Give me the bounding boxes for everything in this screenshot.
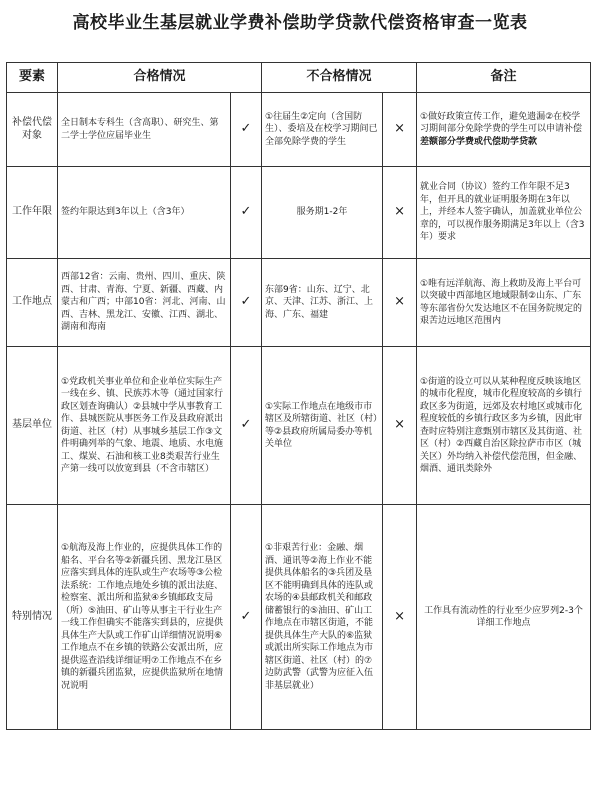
remarks-emphasis: 差额部分学费或代偿助学贷款 [420, 136, 538, 147]
check-mark: ✓ [231, 93, 262, 167]
table-row [7, 347, 591, 505]
row-element: 特别情况 [7, 505, 58, 730]
cross-mark: × [383, 259, 417, 347]
row-remarks [417, 93, 591, 167]
row-qualified: 西部12省：云南、贵州、四川、重庆、陕西、甘肃、青海、宁夏、新疆、西藏、内蒙古和广西；中部10省：河北、河南、山西、吉林、黑龙江、安徽、江西、湖北、湖南和海南 [58, 259, 231, 347]
row-unqualified: ①非艰苦行业：金融、烟酒、通讯等②海上作业不能提供具体船名的③兵团及垦区不能明确到具体的连队或农场的④县邮政机关和邮政储蓄银行的⑤油田、矿山工作地点在市辖区街道，不能提供具体生产大队的⑥监狱或派出所实际工作地点为市辖区街道、社区（村）的⑦边防武警（武警为应征入伍非基层就业） [262, 505, 383, 730]
row-element: 基层单位 [7, 347, 58, 505]
row-unqualified: 服务期1-2年 [262, 167, 383, 259]
row-element: 工作年限 [7, 167, 58, 259]
header-qualified: 合格情况 [58, 63, 262, 93]
table-row [7, 167, 591, 259]
check-mark: ✓ [231, 167, 262, 259]
row-remarks: ①唯有远洋航海、海上救助及海上平台可以突破中西部地区地域限制②山东、广东等东部省份欠发达地区不在国务院规定的艰苦边远地区范围内 [417, 259, 591, 347]
row-unqualified: ①往届生②定向（含国防生）、委培及在校学习期间已全部免除学费的学生 [262, 93, 383, 167]
row-unqualified: ①实际工作地点在地级市市辖区及所辖街道、社区（村）等②县政府所属局委办等机关单位 [262, 347, 383, 505]
check-mark: ✓ [231, 347, 262, 505]
document-title: 高校毕业生基层就业学费补偿助学贷款代偿资格审查一览表 [72, 13, 528, 33]
row-remarks: ①街道的设立可以从某种程度反映该地区的城市化程度，城市化程度较高的乡镇行政区多为街道，远郊及农村地区或城市化程度较低的乡镇行政区多为乡镇，因此审查时应特别注意甄别市辖区及其街道、社区（村）②西藏自治区除拉萨市市区（城关区）外均纳入补偿代偿范围，但金融、烟酒、通讯类除外 [417, 347, 591, 505]
row-remarks: 就业合同（协议）签约工作年限不足3年，但开具的就业证明服务期在3年以上，并经本人签字确认，加盖就业单位公章的，可以视作服务期满足3年以上（含3年）要求 [417, 167, 591, 259]
remarks-text: ①做好政策宣传工作，避免遗漏②在校学习期间部分免除学费的学生可以申请补偿 [420, 111, 583, 135]
cross-mark: × [383, 505, 417, 730]
table-row [7, 93, 591, 167]
table-row [7, 505, 591, 730]
cross-mark: × [383, 347, 417, 505]
row-qualified: ①党政机关事业单位和企业单位实际生产一线在乡、镇、民族苏木等（通过国家行政区划查询确认）②县城中学从事教育工作、县城医院从事医务工作及县政府派出街道、社区（村）从事城乡基层工作③文件明确列举的气象、地震、地质、水电施工、煤炭、石油和核工业8类艰苦行业生产第一线可以放宽到县（不含市辖区） [58, 347, 231, 505]
qualification-review-table [6, 62, 591, 730]
row-element: 补偿代偿对象 [7, 93, 58, 167]
row-remarks: 工作具有流动性的行业至少应罗列2-3个详细工作地点 [417, 505, 591, 730]
header-element: 要素 [7, 63, 58, 93]
row-unqualified: 东部9省：山东、辽宁、北京、天津、江苏、浙江、上海、广东、福建 [262, 259, 383, 347]
table-row [7, 259, 591, 347]
row-element: 工作地点 [7, 259, 58, 347]
cross-mark: × [383, 93, 417, 167]
header-unqualified: 不合格情况 [262, 63, 417, 93]
row-qualified: 签约年限达到3年以上（含3年） [58, 167, 231, 259]
check-mark: ✓ [231, 259, 262, 347]
table-header-row [7, 63, 591, 93]
row-qualified: ①航海及海上作业的，应提供具体工作的船名、平台名等②新疆兵团、黑龙江垦区应落实到具体的连队或生产农场等③公检法系统：工作地点地处乡镇的派出法庭、检察室、派出所和监狱④乡镇邮政支局（所）⑤油田、矿山等从事主干行业生产一线工作但确实不能落实到县的，应提供具体生产大队或工作矿山详细情况说明⑥工作地点不在乡镇的铁路公安派出所，应提供巡查沿线详细证明⑦工作地点不在乡镇的新疆兵团监狱，应提供监狱所在地情况说明 [58, 505, 231, 730]
row-qualified: 全日制本专科生（含高职）、研究生、第二学士学位应届毕业生 [58, 93, 231, 167]
check-mark: ✓ [231, 505, 262, 730]
header-remarks: 备注 [417, 63, 591, 93]
cross-mark: × [383, 167, 417, 259]
